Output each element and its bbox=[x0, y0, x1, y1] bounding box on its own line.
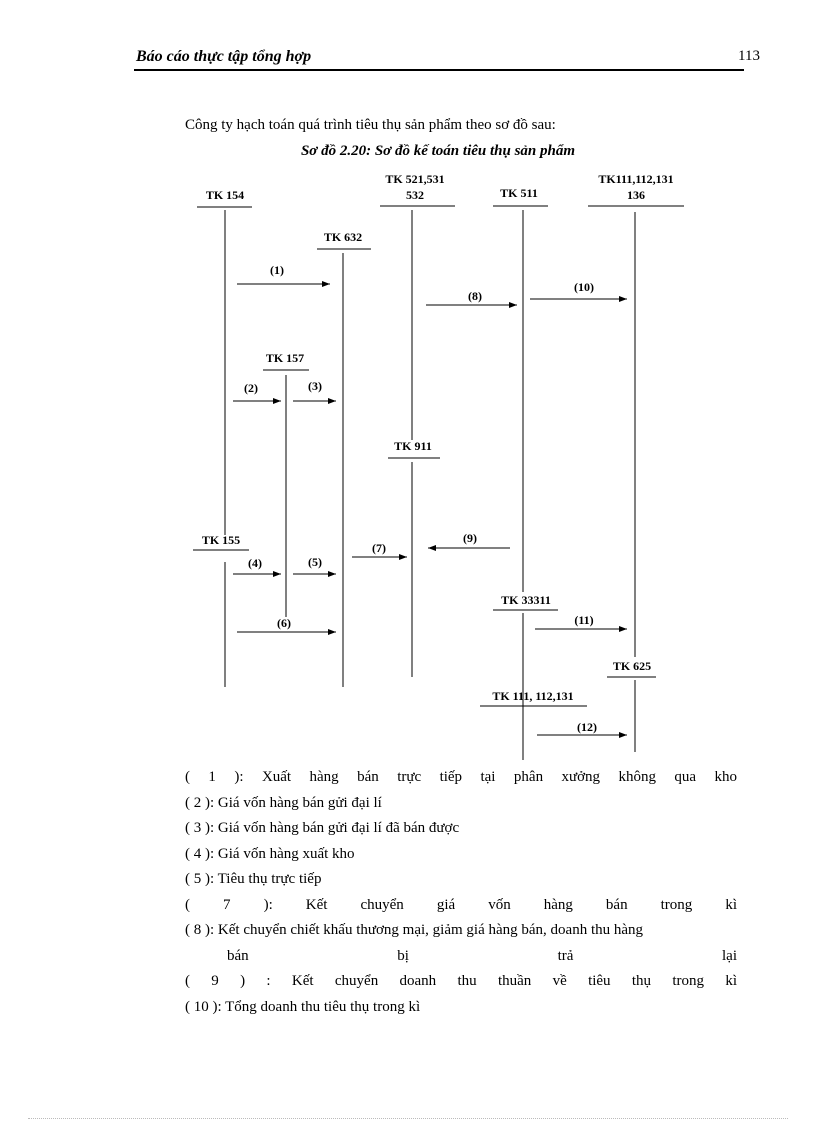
step-label-2: (2) bbox=[244, 381, 258, 395]
step-label-11: (11) bbox=[574, 613, 594, 627]
step-label-7: (7) bbox=[372, 541, 386, 555]
legend-item-10: ( 10 ): Tổng doanh thu tiêu thụ trong kì bbox=[185, 998, 421, 1015]
account-label-tk625: TK 625 bbox=[612, 659, 652, 673]
legend-item-8: ( 8 ): Kết chuyển chiết khấu thương mại, giảm giá hàng bán, doanh thu hàng bbox=[185, 922, 644, 938]
account-label-tk33311: TK 33311 bbox=[501, 593, 551, 607]
legend-item-9: ( 9 ) : Kết chuyển doanh thu thuần về tiêu thụ trong kì bbox=[185, 973, 737, 989]
account-label-tk111b: TK 111, 112,131 bbox=[492, 689, 574, 703]
page-number: 113 bbox=[738, 48, 760, 64]
step-label-8: (8) bbox=[468, 289, 482, 303]
legend-item-4: ( 4 ): Giá vốn hàng xuất kho bbox=[185, 845, 355, 862]
step-label-6: (6) bbox=[277, 616, 291, 630]
account-label-tk911: TK 911 bbox=[394, 439, 432, 453]
account-label-tk632: TK 632 bbox=[323, 230, 363, 244]
account-label-tk111-line1: TK111,112,131 bbox=[598, 172, 674, 186]
page-header-title: Báo cáo thực tập tổng hợp bbox=[136, 48, 312, 65]
diagram-title: Sơ đồ 2.20: Sơ đồ kế toán tiêu thụ sản phẩm bbox=[300, 143, 576, 159]
account-label-tk521-line2: 532 bbox=[406, 188, 424, 202]
account-label-tk521-line1: TK 521,531 bbox=[385, 172, 445, 186]
legend-item-8-continued: bán bị trả lại bbox=[227, 947, 737, 964]
account-label-tk111-line2: 136 bbox=[627, 188, 645, 202]
account-label-tk154: TK 154 bbox=[205, 188, 245, 202]
step-label-12: (12) bbox=[577, 720, 597, 734]
legend-item-5: ( 5 ): Tiêu thụ trực tiếp bbox=[185, 871, 322, 887]
legend-item-3: ( 3 ): Giá vốn hàng bán gửi đại lí đã bán được bbox=[185, 820, 460, 836]
step-label-3: (3) bbox=[308, 379, 322, 393]
step-label-1: (1) bbox=[270, 263, 284, 277]
step-label-5: (5) bbox=[308, 555, 322, 569]
step-label-9: (9) bbox=[463, 531, 477, 545]
step-label-10: (10) bbox=[574, 280, 594, 294]
step-label-4: (4) bbox=[248, 556, 262, 570]
footer-rule bbox=[28, 1118, 788, 1119]
legend-item-7: ( 7 ): Kết chuyển giá vốn hàng bán trong kì bbox=[185, 896, 737, 913]
account-label-tk155: TK 155 bbox=[201, 533, 241, 547]
legend-item-1: ( 1 ): Xuất hàng bán trực tiếp tại phân xưởng không qua kho bbox=[185, 769, 737, 785]
legend-item-2: ( 2 ): Giá vốn hàng bán gửi đại lí bbox=[185, 794, 382, 811]
account-label-tk157: TK 157 bbox=[265, 351, 305, 365]
account-label-tk511: TK 511 bbox=[500, 186, 538, 200]
intro-text: Công ty hạch toán quá trình tiêu thụ sản phẩm theo sơ đồ sau: bbox=[185, 117, 556, 133]
legend bbox=[185, 765, 737, 1020]
